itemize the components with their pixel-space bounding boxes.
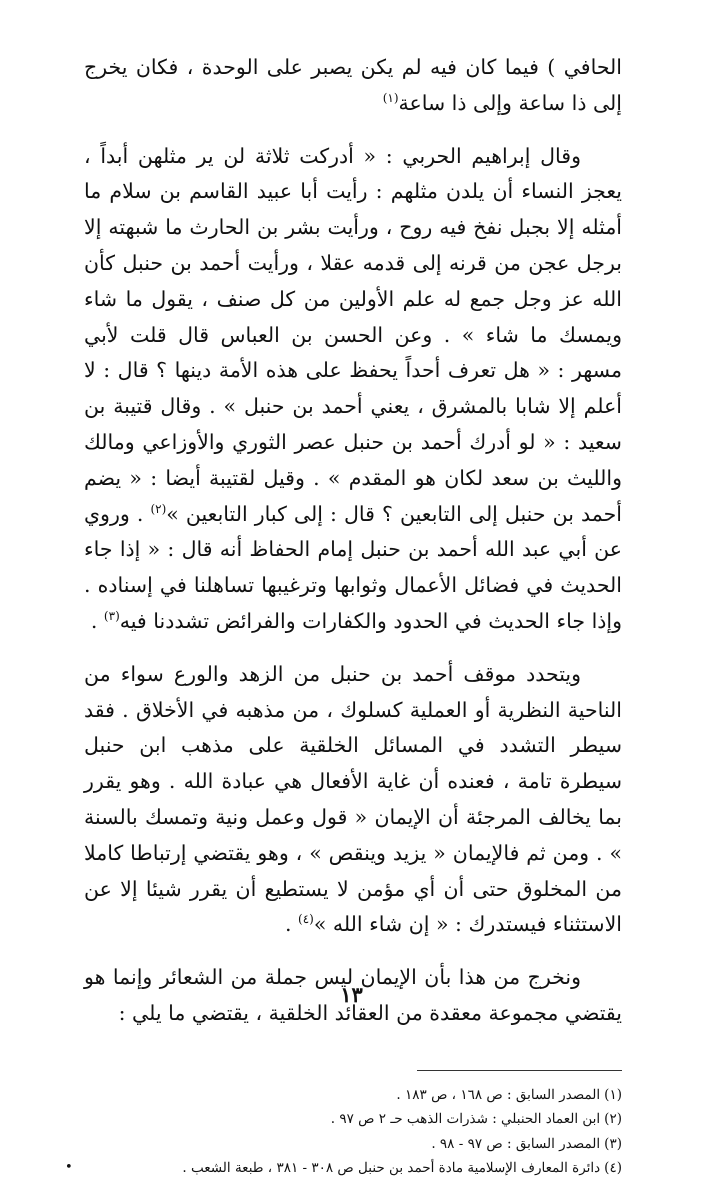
- footnote-text-2: ابن العماد الحنبلي : شذرات الذهب حـ ٢ ص ٩٧ .: [330, 1111, 601, 1128]
- paragraph-3-text: ويتحدد موقف أحمد بن حنبل من الزهد والورع سواء من الناحية النظرية أو العملية كسلوك ، من مذهبه في الأخلاق . فقد سيطر التشدد في المسائل الخلقية على مذهب ابن حنبل سيطرة تامة ، فعنده أن غاية الأفعال هي عبادة الله . وهو يقرر بما يخالف المرجئة أن الإيمان « قول وعمل ونية وتمسك بالسنة » . ومن ثم فالإيمان « يزيد وينقص » ، وهو يقتضي إرتباطا كاملا من المخلوق حتى أن أي مؤمن لا يستطيع أن يقرر شيئا إلا عن الاستثناء فيستدرك : « إن شاء الله »: [84, 661, 622, 937]
- paragraph-1-text: الحافي ) فيما كان فيه لم يكن يصبر على الوحدة ، فكان يخرج إلى ذا ساعة وإلى ذا ساعة: [84, 55, 622, 115]
- paragraph-3: [84, 657, 622, 943]
- bullet-dot-icon: •: [65, 1160, 73, 1176]
- footnote-ref-3: (٣): [103, 609, 120, 624]
- footnote-text-1: المصدر السابق : ص ١٦٨ ، ص ١٨٣ .: [396, 1086, 601, 1103]
- footnote-ref-4: (٤): [298, 912, 314, 927]
- footnote-ref-1: (١): [382, 90, 399, 105]
- footnote-text-3: المصدر السابق : ص ٩٧ - ٩٨ .: [431, 1135, 601, 1152]
- footnote-3: [84, 1132, 622, 1157]
- footnote-number-2: (٢): [604, 1111, 622, 1128]
- paragraph-4-text: ونخرج من هذا بأن الإيمان ليس جملة من الشعائر وإنما هو يقتضي مجموعة معقدة من العقائد الخلقية ، يقتضي ما يلي :: [84, 965, 622, 1025]
- footnote-2: [84, 1107, 622, 1132]
- paragraph-2-tail: . وروي عن أبي عبد الله أحمد بن حنبل إمام الحفاظ أنه قال : « إذا جاء الحديث في فضائل الأعمال وثوابها وترغيبها تساهلنا في إسناده . وإذا جاء الحديث في الحدود والكفارات والفرائض تشددنا فيه: [84, 501, 622, 633]
- footnote-divider: [417, 1070, 622, 1071]
- footnote-1: [84, 1083, 622, 1108]
- page-number: ١٣: [340, 982, 363, 1007]
- paragraph-2-end: .: [90, 608, 104, 633]
- footnote-number-3: (٣): [604, 1135, 622, 1152]
- paragraph-2-text: وقال إبراهيم الحربي : « أدركت ثلاثة لن ير مثلهن أبداً ، يعجز النساء أن يلدن مثلهم : رأيت أبا عبيد القاسم بن سلام ما أمثله إلا بجبل نفخ فيه روح ، ورأيت بشر بن الحارث ما شبهته إلا برجل عجن من قرنه إلى قدمه عقلا ، ورأيت أحمد بن حنبل كأن الله عز وجل جمع له علم الأولين من كل صنف ، يقول ما شاء ويمسك ما شاء » . وعن الحسن بن العباس قال قلت لأبي مسهر : « هل تعرف أحداً يحفظ على هذه الأمة دينها ؟ قال : لا أعلم إلا شابا بالمشرق ، يعني أحمد بن حنبل » . وقال قتيبة بن سعيد : « لو أدرك أحمد بن حنبل عصر الثوري والأوزاعي ومالك والليث بن سعد لكان هو المقدم » . وقيل لقتيبة أيضا : « يضم أحمد بن حنبل إلى التابعين ؟ قال : إلى كبار التابعين »: [84, 143, 622, 526]
- footnote-4: [65, 1156, 622, 1181]
- paragraph-2: [84, 139, 622, 640]
- paragraph-3-tail: .: [284, 912, 298, 937]
- footnote-number-4: (٤): [604, 1160, 622, 1177]
- paragraph-1: [84, 50, 622, 122]
- footnote-ref-2: (٢): [150, 501, 167, 516]
- document-page: [65, 50, 622, 1181]
- footnotes-list: [65, 1083, 622, 1181]
- footnote-text-4: دائرة المعارف الإسلامية مادة أحمد بن حنبل ص ٣٠٨ - ٣٨١ ، طبعة الشعب .: [182, 1160, 601, 1177]
- footnote-number-1: (١): [604, 1086, 622, 1103]
